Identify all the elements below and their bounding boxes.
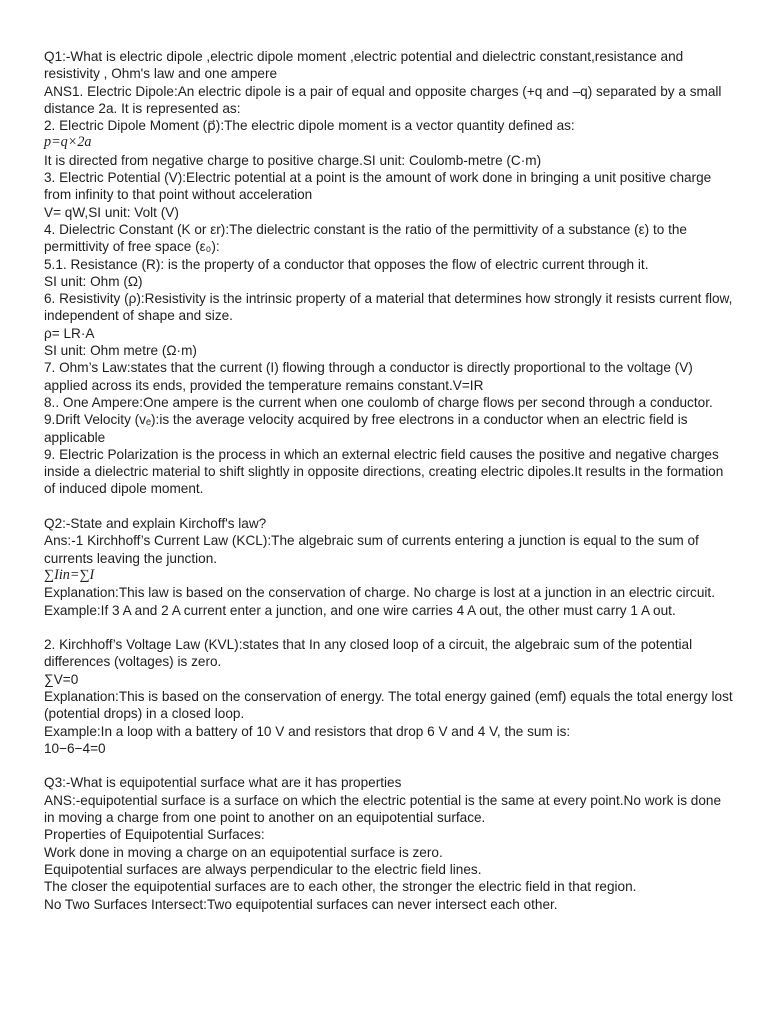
q2-kvl-example: Example:In a loop with a battery of 10 V and resistors that drop 6 V and 4 V, the sum is:: [44, 723, 571, 739]
q1-electric-potential: 3. Electric Potential (V):Electric potential at a point is the amount of work done in bringing a unit positive charge from infinity to that point without acceleration: [44, 170, 712, 203]
q1-dipole-moment: 2. Electric Dipole Moment (p⃗):The electric dipole moment is a vector quantity defined as:: [44, 118, 575, 134]
q1-potential-formula: V= qW,SI unit: Volt (V): [44, 204, 179, 220]
q1-ohms-law: 7. Ohm’s Law:states that the current (I) flowing through a conductor is directly proportional to the voltage (V) applied across its ends, provided the temperature remains constant.V=IR: [44, 360, 693, 393]
q1-resistivity-formula: ρ= LR·A: [44, 325, 95, 341]
q2-kcl-statement: Ans:-1 Kirchhoff’s Current Law (KCL):The algebraic sum of currents entering a junction is equal to the sum of currents leaving the junction.: [44, 533, 699, 566]
q1-resistance: 5.1. Resistance (R): is the property of a conductor that opposes the flow of electric current through it.: [44, 256, 649, 272]
q1-dipole-moment-formula: p=q×2a: [44, 134, 92, 151]
q1-one-ampere: 8.. One Ampere:One ampere is the current when one coulomb of charge flows per second through a conductor.: [44, 394, 713, 410]
q2-section: [44, 515, 734, 757]
q1-section: [44, 48, 734, 498]
q1-polarization: 9. Electric Polarization is the process in which an external electric field causes the positive and negative charges inside a dielectric material to shift slightly in opposite directions, creating electric dipoles.It results in the formation of induced dipole moment.: [44, 446, 724, 497]
q3-answer: ANS:-equipotential surface is a surface on which the electric potential is the same at every point.No work is done in moving a charge from one point to another on an equipotential surface.: [44, 792, 722, 826]
section-spacer: [44, 498, 734, 515]
q1-resistance-unit: SI unit: Ohm (Ω): [44, 273, 143, 289]
q1-drift-velocity: 9.Drift Velocity (vₑ):is the average velocity acquired by free electrons in a conductor when an electric field is applicable: [44, 412, 688, 445]
q1-dielectric-constant: 4. Dielectric Constant (K or εr):The dielectric constant is the ratio of the permittivity of a substance (ε) to the permittivity of free space (ε₀):: [44, 221, 687, 255]
q2-kcl-example: Example:If 3 A and 2 A current enter a junction, and one wire carries 4 A out, the other must carry 1 A out.: [44, 602, 676, 618]
q3-question: Q3:-What is equipotential surface what are it has properties: [44, 775, 402, 791]
q2-kcl-formula: ∑Iin=∑I: [44, 566, 95, 583]
q2-kvl-explanation: Explanation:This is based on the conservation of energy. The total energy gained (emf) equals the total energy lost (potential drops) in a closed loop.: [44, 688, 733, 722]
q2-kvl-statement: 2. Kirchhoff’s Voltage Law (KVL):states that In any closed loop of a circuit, the algebraic sum of the potential differences (voltages) is zero.: [44, 637, 693, 670]
section-spacer: [44, 619, 734, 636]
document-page: [44, 48, 734, 913]
q1-resistivity: 6. Resistivity (ρ):Resistivity is the intrinsic property of a material that determines how strongly it resists current flow, independent of shape and size.: [44, 291, 733, 324]
q3-property-work-done: Work done in moving a charge on an equipotential surface is zero.: [44, 844, 443, 860]
q3-section: [44, 774, 734, 912]
q3-property-field-strength: The closer the equipotential surfaces are to each other, the stronger the electric field in that region.: [44, 879, 637, 895]
q3-properties-heading: Properties of Equipotential Surfaces:: [44, 827, 265, 843]
q2-question: Q2:-State and explain Kirchoff's law?: [44, 516, 267, 532]
q1-electric-dipole: ANS1. Electric Dipole:An electric dipole is a pair of equal and opposite charges (+q and –q) separated by a small distance 2a. It is represented as:: [44, 83, 722, 116]
q2-kvl-example-result: 10−6−4=0: [44, 740, 106, 756]
q2-kvl-formula: ∑V=0: [44, 671, 79, 687]
q1-dipole-moment-unit: It is directed from negative charge to positive charge.SI unit: Coulomb-metre (C·m): [44, 152, 542, 168]
q2-kcl-explanation: Explanation:This law is based on the conservation of charge. No charge is lost at a junction in an electric circuit.: [44, 585, 715, 601]
section-spacer: [44, 757, 734, 774]
q1-question: Q1:-What is electric dipole ,electric dipole moment ,electric potential and dielectric constant,resistance and resistivity , Ohm's law and one ampere: [44, 49, 684, 82]
q3-property-no-intersect: No Two Surfaces Intersect:Two equipotential surfaces can never intersect each other.: [44, 896, 558, 912]
q3-property-perpendicular: Equipotential surfaces are always perpendicular to the electric field lines.: [44, 861, 482, 877]
q1-resistivity-unit: SI unit: Ohm metre (Ω·m): [44, 343, 197, 359]
